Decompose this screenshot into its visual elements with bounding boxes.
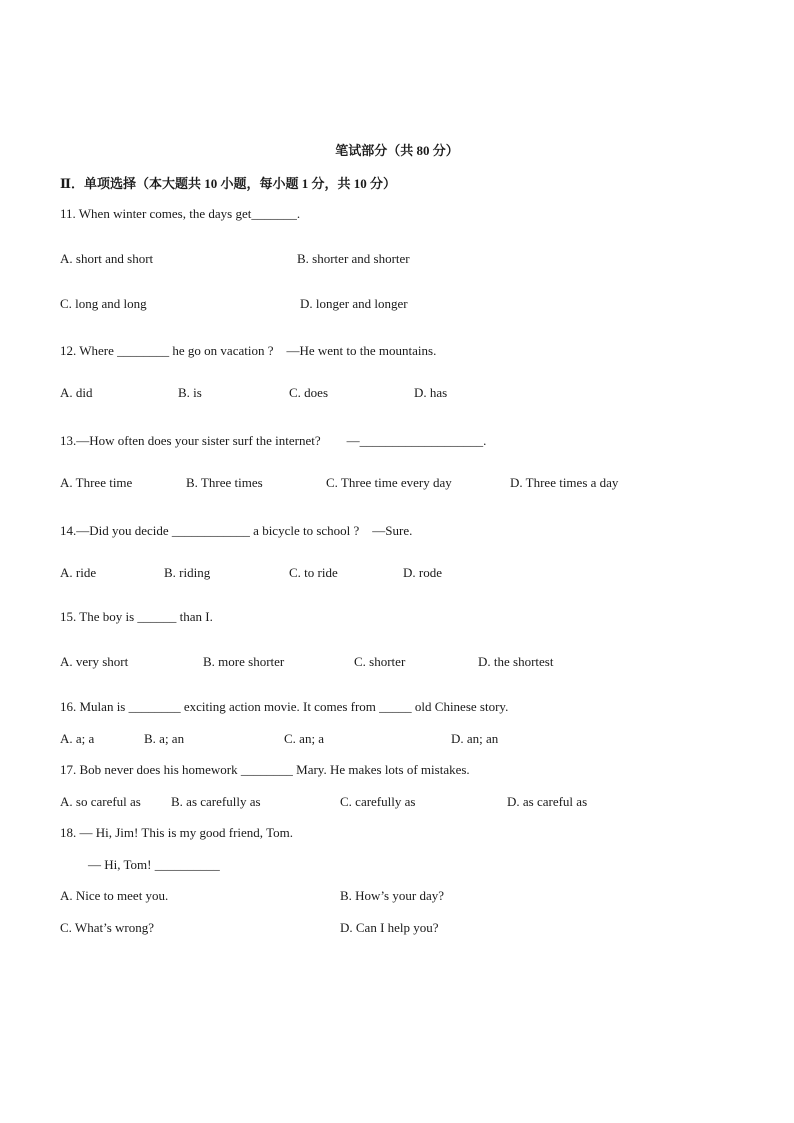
question-12-option-d[interactable]: D. has — [414, 385, 448, 400]
section-heading: Ⅱ．单项选择（本大题共 10 小题，每小题 1 分，共 10 分） — [60, 176, 396, 191]
question-18-reply-line: — Hi, Tom! __________ — [88, 857, 220, 872]
question-16-option-b[interactable]: B. a; an — [144, 731, 185, 746]
question-13-option-c[interactable]: C. Three time every day — [326, 475, 452, 490]
question-18-option-d[interactable]: D. Can I help you? — [340, 920, 439, 935]
question-15-option-d[interactable]: D. the shortest — [478, 654, 554, 669]
question-11-option-c[interactable]: C. long and long — [60, 296, 147, 311]
question-15-option-c[interactable]: C. shorter — [354, 654, 406, 669]
question-14-stem: 14.—Did you decide ____________ a bicycle to school ? —Sure. — [60, 523, 413, 538]
question-12-stem: 12. Where ________ he go on vacation ? —He went to the mountains. — [60, 343, 437, 358]
question-18-option-c[interactable]: C. What’s wrong? — [60, 920, 154, 935]
question-12-option-c[interactable]: C. does — [289, 385, 328, 400]
question-16-stem: 16. Mulan is ________ exciting action movie. It comes from _____ old Chinese story. — [60, 699, 509, 714]
question-13-stem: 13.—How often does your sister surf the internet? —___________________. — [60, 433, 487, 448]
question-16-option-d[interactable]: D. an; an — [451, 731, 499, 746]
question-15-stem: 15. The boy is ______ than I. — [60, 609, 213, 624]
question-18-stem: 18. — Hi, Jim! This is my good friend, Tom. — [60, 825, 293, 840]
question-12-option-b[interactable]: B. is — [178, 385, 202, 400]
question-14-option-d[interactable]: D. rode — [403, 565, 442, 580]
question-14-option-a[interactable]: A. ride — [60, 565, 97, 580]
question-17-option-c[interactable]: C. carefully as — [340, 794, 416, 809]
question-11-stem: 11. When winter comes, the days get_______. — [60, 206, 301, 221]
question-11-option-a[interactable]: A. short and short — [60, 251, 154, 266]
page-title: 笔试部分（共 80 分） — [335, 143, 459, 158]
question-14-option-b[interactable]: B. riding — [164, 565, 211, 580]
question-11-option-b[interactable]: B. shorter and shorter — [297, 251, 410, 266]
question-17-stem: 17. Bob never does his homework ________ Mary. He makes lots of mistakes. — [60, 762, 470, 777]
question-13-option-a[interactable]: A. Three time — [60, 475, 133, 490]
question-16-option-a[interactable]: A. a; a — [60, 731, 95, 746]
question-15-option-a[interactable]: A. very short — [60, 654, 129, 669]
question-17-option-a[interactable]: A. so careful as — [60, 794, 141, 809]
question-14-option-c[interactable]: C. to ride — [289, 565, 338, 580]
question-11-option-d[interactable]: D. longer and longer — [300, 296, 408, 311]
question-18-option-a[interactable]: A. Nice to meet you. — [60, 888, 169, 903]
question-16-option-c[interactable]: C. an; a — [284, 731, 325, 746]
question-15-option-b[interactable]: B. more shorter — [203, 654, 285, 669]
question-18-option-b[interactable]: B. How’s your day? — [340, 888, 444, 903]
question-13-option-d[interactable]: D. Three times a day — [510, 475, 619, 490]
question-12-option-a[interactable]: A. did — [60, 385, 93, 400]
question-17-option-b[interactable]: B. as carefully as — [171, 794, 261, 809]
question-17-option-d[interactable]: D. as careful as — [507, 794, 588, 809]
question-13-option-b[interactable]: B. Three times — [186, 475, 263, 490]
